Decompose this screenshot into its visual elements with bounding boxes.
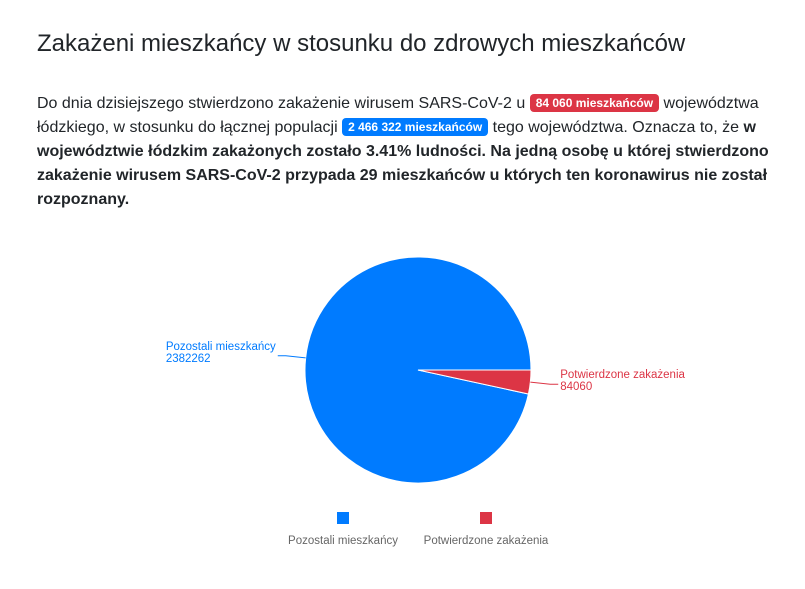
pie-label-value-1: 84060 [560, 381, 593, 394]
summary-paragraph [37, 92, 772, 212]
legend-swatch-1[interactable] [480, 512, 492, 524]
pie-label-name-0: Pozostali mieszkańcy [165, 340, 276, 353]
pie-label-name-1: Potwierdzone zakażenia [560, 369, 685, 382]
summary-text-1: Do dnia dzisiejszego stwierdzono zakażenie wirusem SARS-CoV-2 u [37, 95, 526, 112]
summary-text-3: tego województwa. Oznacza to, że [492, 119, 739, 136]
summary-text-2: województwa łódzkiego, w stosunku do łącznej populacji [37, 95, 759, 136]
pie-label-value-0: 2382262 [165, 352, 211, 365]
population-count-badge: 2 466 322 mieszkańców [342, 118, 488, 136]
legend-label-0[interactable]: Pozostali mieszkańcy [288, 535, 398, 547]
page-title: Zakażeni mieszkańcy w stosunku do zdrowych mieszkańców [37, 30, 686, 57]
pie-label-line-0 [278, 356, 306, 358]
pie-label-line-1 [530, 382, 558, 384]
legend-swatch-0[interactable] [337, 512, 349, 524]
infected-count-badge: 84 060 mieszkańców [530, 94, 659, 112]
legend-label-1[interactable]: Potwierdzone zakażenia [423, 535, 549, 547]
pie-chart [0, 240, 805, 560]
summary-conclusion: w województwie łódzkim zakażonych zostało 3.41% ludności. Na jedną osobę u której stwierdzono zakażenie wirusem SARS-CoV-2 przypada 29 mieszkańców u których ten koronawirus nie został rozpoznany. [37, 119, 769, 208]
